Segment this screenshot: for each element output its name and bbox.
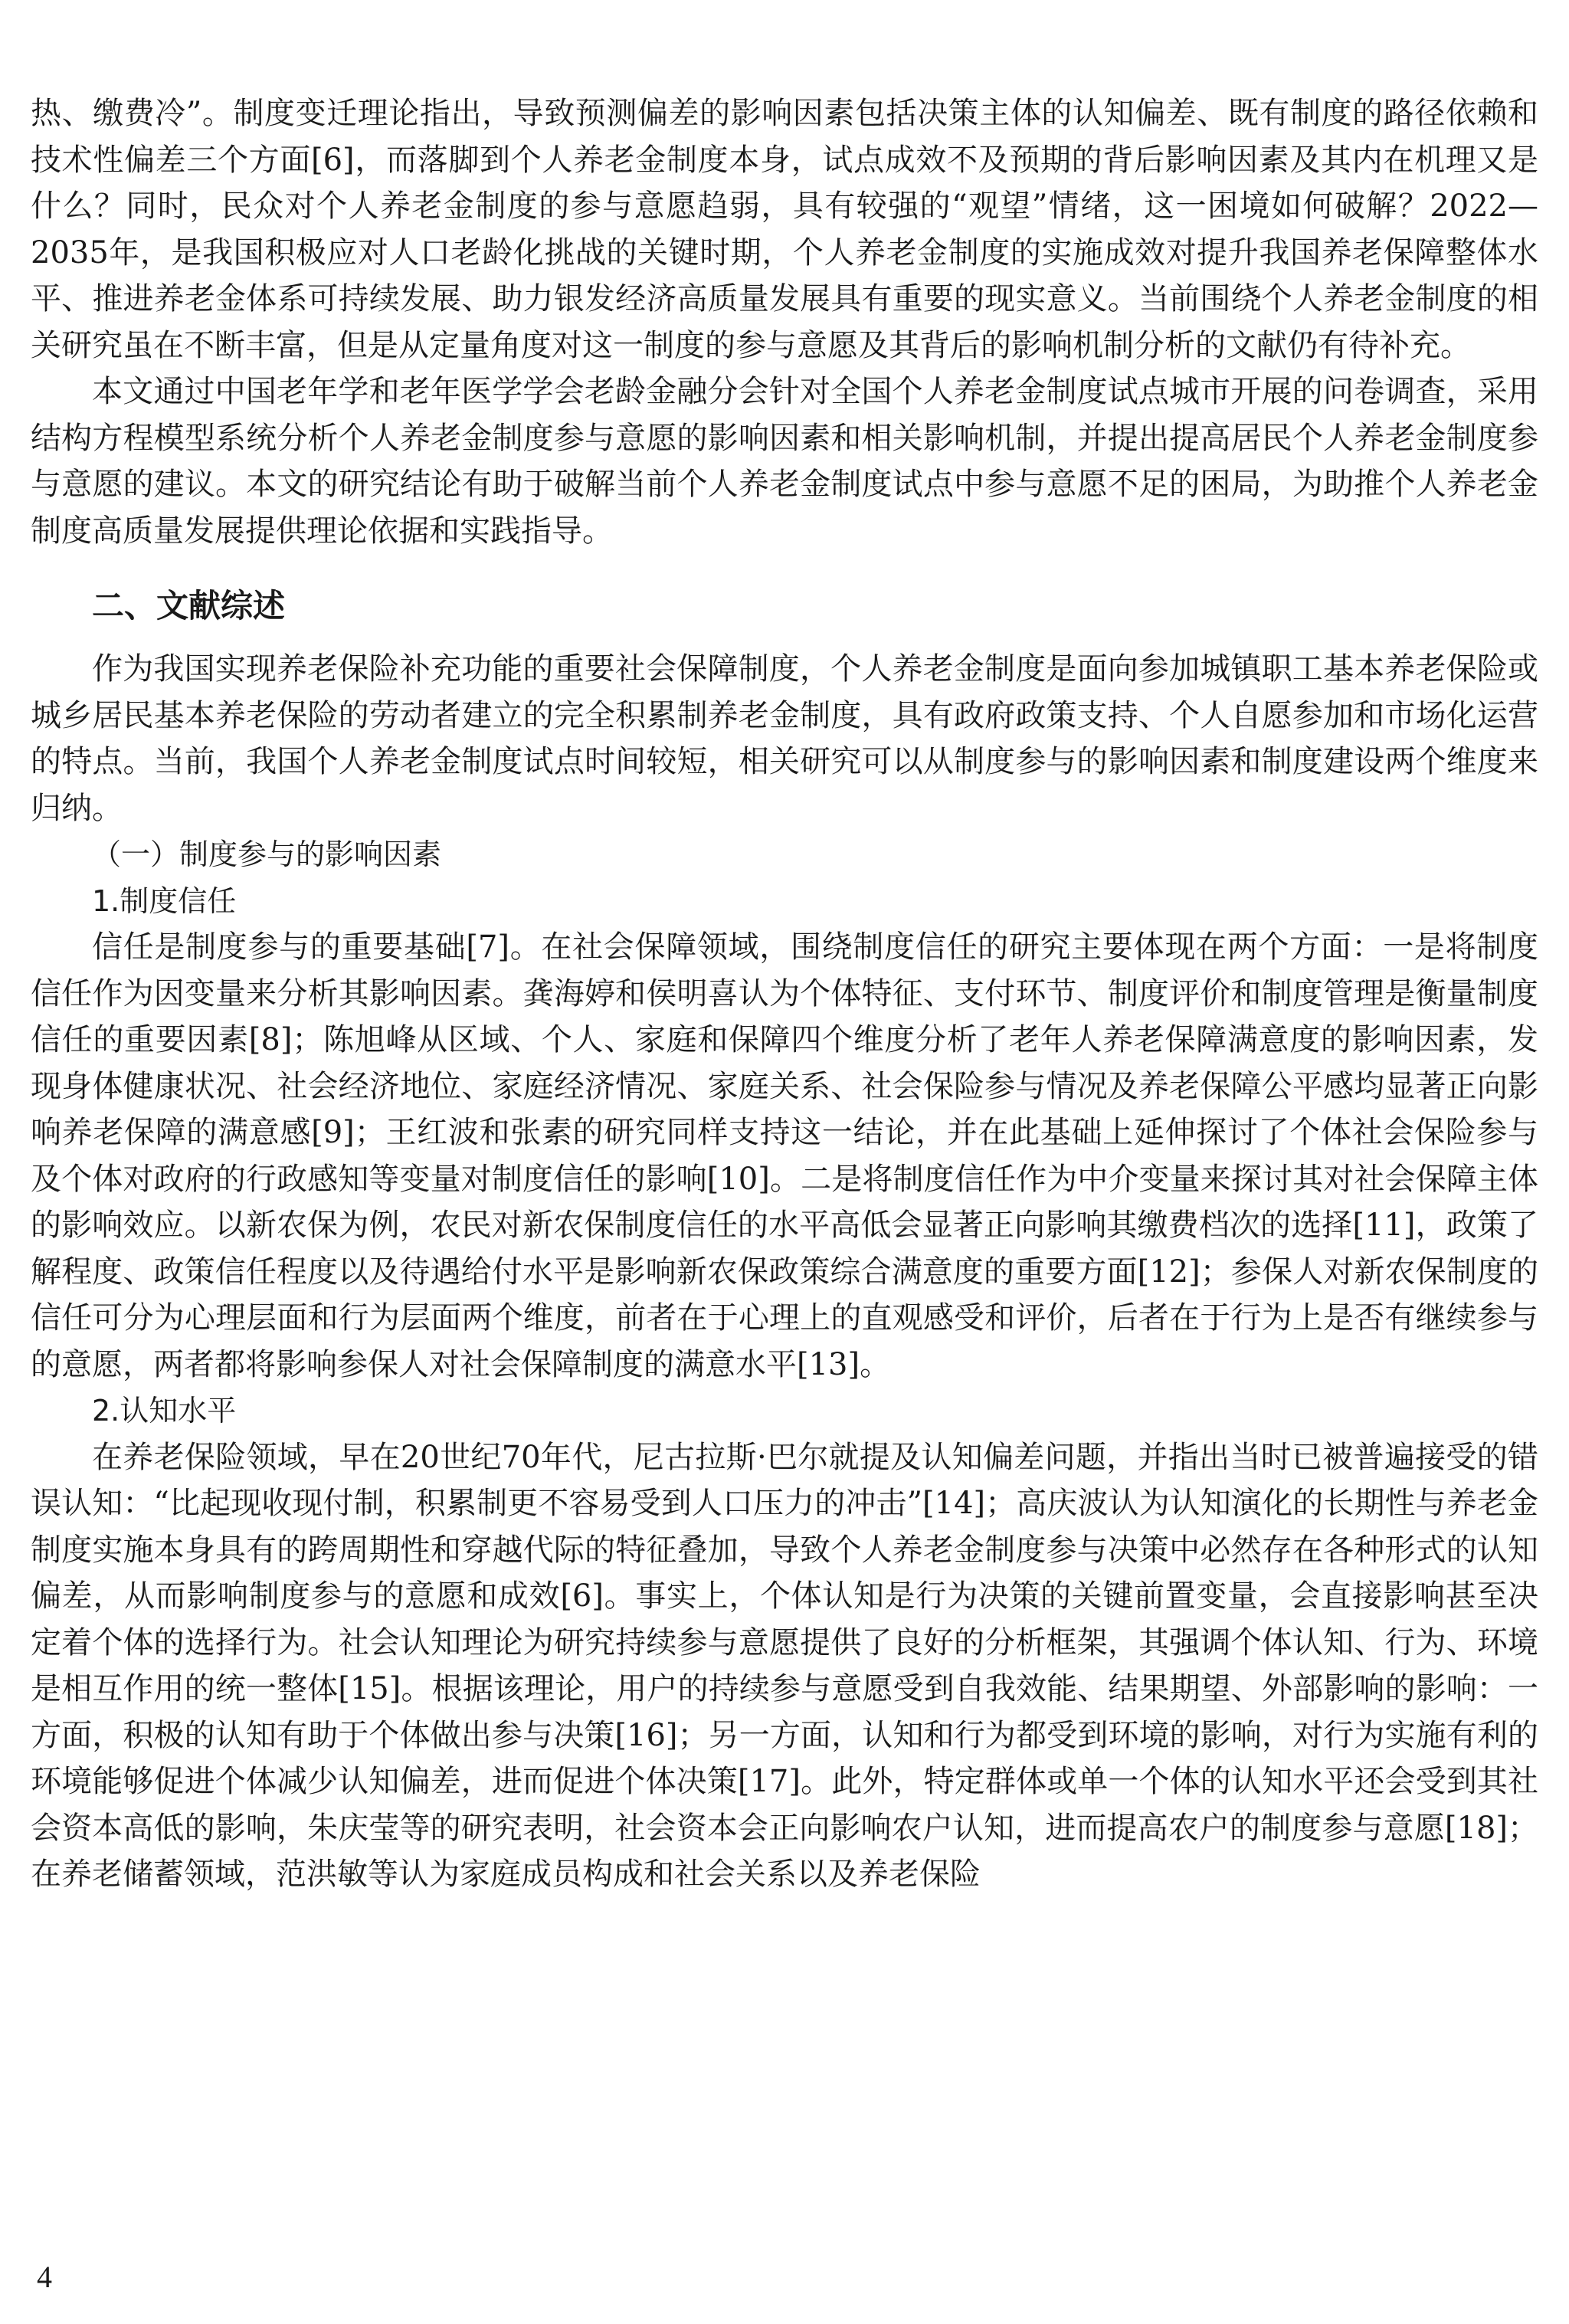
item-heading-institutional-trust: 1.制度信任 xyxy=(92,883,237,918)
item-heading-cognitive-level: 2.认知水平 xyxy=(92,1394,237,1428)
paragraph-cognitive-level: 在养老保险领域，早在20世纪70年代，尼古拉斯·巴尔就提及认知偏差问题，并指出当时已被普遍接受的错误认知：“比起现收现付制，积累制更不容易受到人口压力的冲击”[14]；高庆波认为认知演化的长期性与养老金制度实施本身具有的跨周期性和穿越代际的特征叠加，导致个人养老金制度参与决策中必然存在各种形式的认知偏差，从而影响制度参与的意愿和成效[6]。事实上，个体认知是行为决策的关键前置变量，会直接影响甚至决定着个体的选择行为。社会认知理论为研究持续参与意愿提供了良好的分析框架，其强调个体认知、行为、环境是相互作用的统一整体[15]。根据该理论，用户的持续参与意愿受到自我效能、结果期望、外部影响的影响：一方面，积极的认知有助于个体做出参与决策[16]；另一方面，认知和行为都受到环境的影响，对行为实施有利的环境能够促进个体减少认知偏差，进而促进个体决策[17]。此外，特定群体或单一个体的认知水平还会受到其社会资本高低的影响，朱庆莹等的研究表明，社会资本会正向影响农户认知，进而提高农户的制度参与意愿[18]；在养老储蓄领域，范洪敏等认为家庭成员构成和社会关系以及养老保险 xyxy=(31,1439,1538,1892)
subsection-heading: （一）制度参与的影响因素 xyxy=(92,837,442,871)
paragraph-study-overview: 本文通过中国老年学和老年医学学会老龄金融分会针对全国个人养老金制度试点城市开展的问卷调查，采用结构方程模型系统分析个人养老金制度参与意愿的影响因素和相关影响机制，并提出提高居民个人养老金制度参与意愿的建议。本文的研究结论有助于破解当前个人养老金制度试点中参与意愿不足的困局，为助推个人养老金制度高质量发展提供理论依据和实践指导。 xyxy=(31,374,1538,549)
paragraph-literature-intro: 作为我国实现养老保险补充功能的重要社会保障制度，个人养老金制度是面向参加城镇职工基本养老保险或城乡居民基本养老保险的劳动者建立的完全积累制养老金制度，具有政府政策支持、个人自愿参加和市场化运营的特点。当前，我国个人养老金制度试点时间较短，相关研究可以从制度参与的影响因素和制度建设两个维度来归纳。 xyxy=(31,651,1538,826)
page-number: 4 xyxy=(37,2260,52,2294)
paragraph-institutional-trust: 信任是制度参与的重要基础[7]。在社会保障领域，围绕制度信任的研究主要体现在两个方面：一是将制度信任作为因变量来分析其影响因素。龚海婷和侯明喜认为个体特征、支付环节、制度评价和制度管理是衡量制度信任的重要因素[8]；陈旭峰从区域、个人、家庭和保障四个维度分析了老年人养老保障满意度的影响因素，发现身体健康状况、社会经济地位、家庭经济情况、家庭关系、社会保险参与情况及养老保障公平感均显著正向影响养老保障的满意感[9]；王红波和张素的研究同样支持这一结论，并在此基础上延伸探讨了个体社会保险参与及个体对政府的行政感知等变量对制度信任的影响[10]。二是将制度信任作为中介变量来探讨其对社会保障主体的影响效应。以新农保为例，农民对新农保制度信任的水平高低会显著正向影响其缴费档次的选择[11]，政策了解程度、政策信任程度以及待遇给付水平是影响新农保政策综合满意度的重要方面[12]；参保人对新农保制度的信任可分为心理层面和行为层面两个维度，前者在于心理上的直观感受和评价，后者在于行为上是否有继续参与的意愿，两者都将影响参保人对社会保障制度的满意水平[13]。 xyxy=(31,929,1538,1382)
paragraph-intro-continued: 热、缴费冷”。制度变迁理论指出，导致预测偏差的影响因素包括决策主体的认知偏差、既有制度的路径依赖和技术性偏差三个方面[6]，而落脚到个人养老金制度本身，试点成效不及预期的背后影响因素及其内在机理又是什么？同时，民众对个人养老金制度的参与意愿趋弱，具有较强的“观望”情绪，这一困境如何破解？2022—2035年，是我国积极应对人口老龄化挑战的关键时期，个人养老金制度的实施成效对提升我国养老保障整体水平、推进养老金体系可持续发展、助力银发经济高质量发展具有重要的现实意义。当前围绕个人养老金制度的相关研究虽在不断丰富，但是从定量角度对这一制度的参与意愿及其背后的影响机制分析的文献仍有待补充。 xyxy=(31,96,1538,363)
body-text xyxy=(31,90,1538,1898)
section-heading: 二、文献综述 xyxy=(92,587,286,624)
